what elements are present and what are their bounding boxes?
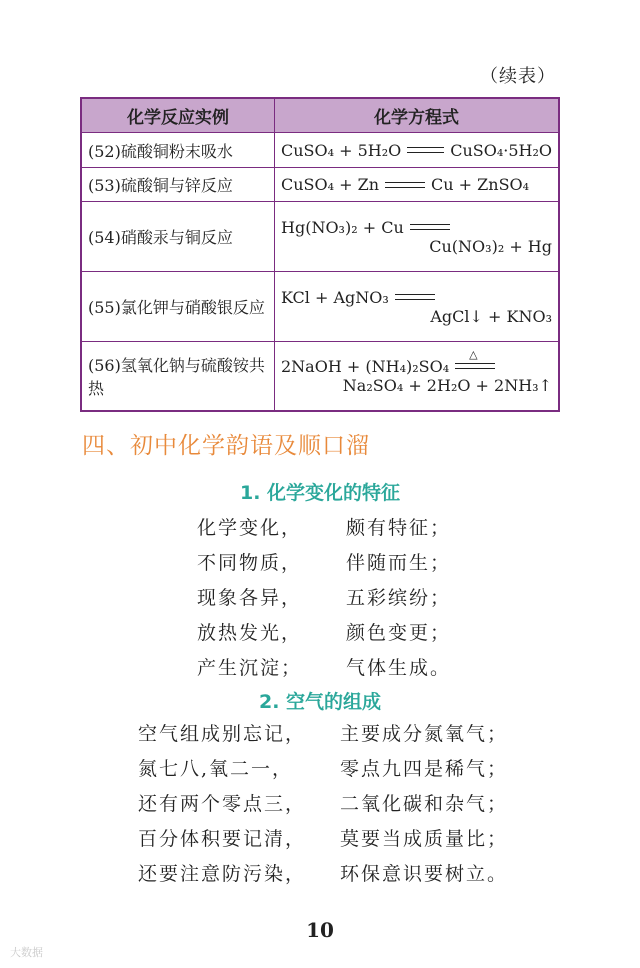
table-row: [82, 133, 558, 168]
poem2-line-right: 主要成分氮氧气；: [340, 723, 509, 745]
poem1-line-left: 化学变化，: [197, 517, 303, 539]
reaction-name: (54)硝酸汞与铜反应: [82, 202, 275, 272]
reaction-name: (53)硫酸铜与锌反应: [82, 168, 275, 202]
equation-rhs: Cu(NO₃)₂ + Hg: [429, 236, 552, 256]
equals-sign: [455, 348, 495, 369]
reaction-equation: [275, 202, 559, 272]
equation-lhs: KCl + AgNO₃: [281, 287, 389, 307]
equation-rhs: Cu + ZnSO₄: [431, 175, 530, 194]
poem1-line-right: 颇有特征；: [346, 517, 452, 539]
continued-label: （续表）: [480, 66, 556, 87]
equation-lhs: 2NaOH + (NH₄)₂SO₄: [281, 356, 450, 376]
reaction-equation: [275, 342, 559, 410]
table-row: [82, 342, 558, 410]
table-row: [82, 168, 558, 202]
poem2-line-left: 还要注意防污染，: [138, 863, 307, 885]
equals-sign: [410, 224, 450, 230]
poem1-line-left: 不同物质，: [197, 552, 303, 574]
poem1-line-right: 气体生成。: [346, 657, 452, 679]
poem1-line-right: 伴随而生；: [346, 552, 452, 574]
poem1-line-left: 放热发光，: [197, 622, 303, 644]
page-number: 10: [306, 918, 334, 942]
reaction-name: (52)硫酸铜粉末吸水: [82, 133, 275, 168]
reaction-equation: [275, 272, 559, 342]
poem1-line-left: 现象各异，: [197, 587, 303, 609]
reaction-table: [80, 97, 560, 412]
equation-lhs: CuSO₄ + Zn: [281, 175, 380, 194]
poem2-line-left: 空气组成别忘记，: [138, 723, 307, 745]
equation-lhs: Hg(NO₃)₂ + Cu: [281, 217, 404, 237]
watermark-logo: 大数据: [10, 946, 43, 959]
poem2-line-left: 百分体积要记清，: [138, 828, 307, 850]
table-header-example: 化学反应实例: [82, 99, 275, 133]
poem2-line-right: 莫要当成质量比；: [340, 828, 509, 850]
equation-lhs: CuSO₄ + 5H₂O: [281, 140, 402, 160]
poem2-title: 2. 空气的组成: [258, 691, 382, 713]
section-title: 四、初中化学韵语及顺口溜: [82, 433, 370, 459]
equals-sign: [395, 294, 435, 300]
equation-rhs: Na₂SO₄ + 2H₂O + 2NH₃↑: [342, 375, 552, 395]
equals-sign: [407, 147, 444, 153]
equation-rhs: CuSO₄·5H₂O: [450, 140, 552, 160]
poem1-title: 1. 化学变化的特征: [239, 482, 401, 504]
poem2-line-right: 零点九四是稀气；: [340, 758, 509, 780]
reaction-name: (55)氯化钾与硝酸银反应: [82, 272, 275, 342]
poem2-line-right: 环保意识要树立。: [340, 863, 509, 885]
reaction-equation: [275, 133, 559, 168]
table-header-equation: 化学方程式: [275, 99, 559, 133]
heat-triangle-icon: △: [469, 348, 478, 362]
poem2-line-right: 二氧化碳和杂气；: [340, 793, 509, 815]
poem2-line-left: 还有两个零点三，: [138, 793, 307, 815]
poem1-line-right: 五彩缤纷；: [346, 587, 452, 609]
reaction-equation: [275, 168, 559, 202]
table-row: [82, 202, 558, 272]
reaction-name: (56)氢氧化钠与硫酸铵共热: [82, 342, 275, 410]
table-row: [82, 272, 558, 342]
poem1-line-left: 产生沉淀；: [197, 657, 303, 679]
poem1-line-right: 颜色变更；: [346, 622, 452, 644]
equals-sign: [385, 182, 425, 188]
poem2-line-left: 氮七八,氧二一，: [138, 758, 294, 780]
equation-rhs: AgCl↓ + KNO₃: [430, 306, 552, 326]
